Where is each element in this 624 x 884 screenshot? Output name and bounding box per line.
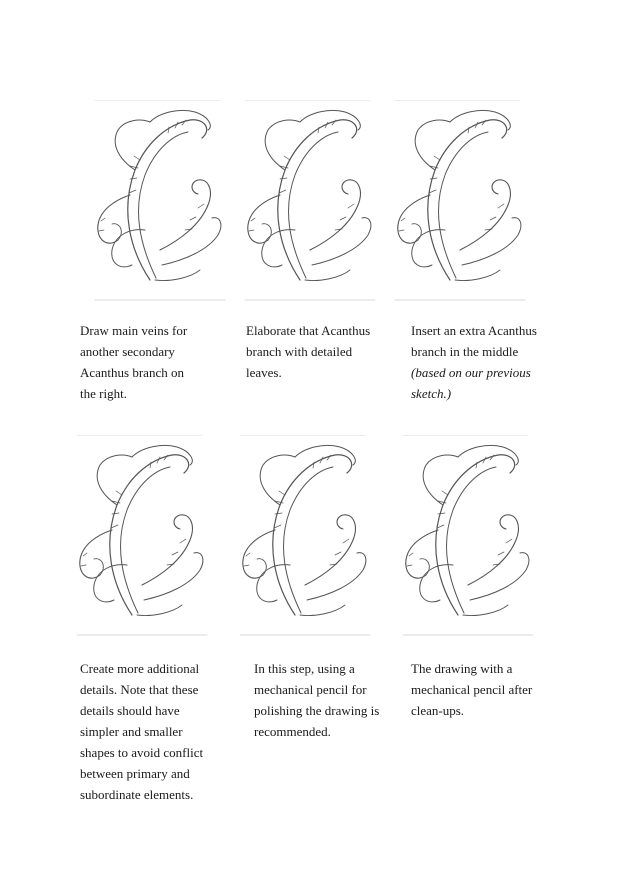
sketch-step-1 — [90, 100, 230, 310]
caption-step-4 — [80, 658, 240, 805]
caption-line: Elaborate that Acanthus — [246, 323, 371, 338]
caption-line: branch in the middle — [411, 344, 519, 359]
caption-note: sketch.) — [411, 386, 452, 401]
caption-note: (based on our previous — [411, 365, 531, 380]
caption-step-5 — [254, 658, 414, 742]
caption-line: details should have — [80, 703, 180, 718]
caption-step-3 — [411, 320, 581, 404]
caption-step-1 — [80, 320, 240, 404]
sketch-step-6 — [398, 435, 538, 645]
sketch-step-2 — [240, 100, 380, 310]
caption-line: leaves. — [246, 365, 282, 380]
caption-line: recommended. — [254, 724, 331, 739]
caption-line: subordinate elements. — [80, 787, 194, 802]
caption-line: between primary and — [80, 766, 190, 781]
caption-line: In this step, using a — [254, 661, 355, 676]
caption-line: another secondary — [80, 344, 175, 359]
caption-line: Create more additional — [80, 661, 200, 676]
caption-line: The drawing with a — [411, 661, 513, 676]
sketch-step-5 — [235, 435, 375, 645]
caption-line: Draw main veins for — [80, 323, 188, 338]
sketch-step-3 — [390, 100, 530, 310]
caption-line: mechanical pencil after — [411, 682, 533, 697]
caption-step-6 — [411, 658, 581, 721]
caption-step-2 — [246, 320, 406, 383]
caption-line: shapes to avoid conflict — [80, 745, 204, 760]
caption-line: mechanical pencil for — [254, 682, 367, 697]
caption-line: Acanthus branch on — [80, 365, 184, 380]
caption-line: branch with detailed — [246, 344, 353, 359]
caption-line: details. Note that these — [80, 682, 199, 697]
caption-line: the right. — [80, 386, 127, 401]
caption-line: Insert an extra Acanthus — [411, 323, 537, 338]
caption-line: polishing the drawing is — [254, 703, 380, 718]
caption-line: simpler and smaller — [80, 724, 183, 739]
caption-line: clean-ups. — [411, 703, 465, 718]
sketch-step-4 — [72, 435, 212, 645]
